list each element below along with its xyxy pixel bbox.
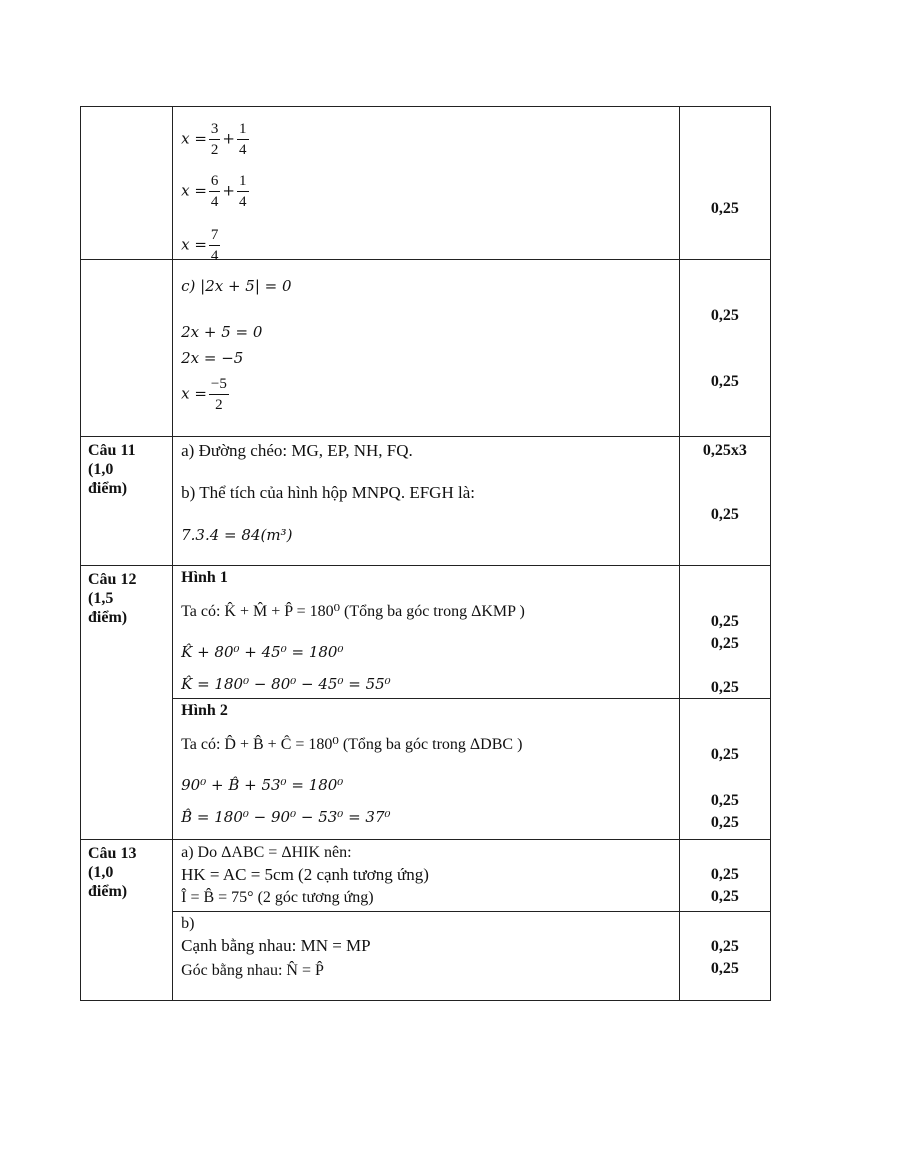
table-row — [81, 437, 771, 566]
score-cell — [679, 566, 770, 699]
score: 0,25 — [710, 307, 739, 324]
solution-line: K̂ = 180⁰ − 80⁰ − 45⁰ = 55⁰ — [181, 675, 391, 693]
score-cell — [679, 840, 770, 912]
score: 0,25 — [710, 960, 739, 977]
solution-line: Cạnh bằng nhau: MN = MP — [181, 936, 371, 955]
solution-cell — [173, 912, 680, 1001]
solution-line: 2x + 5 = 0 — [181, 323, 263, 341]
question-points: (1,0 — [88, 461, 114, 478]
figure-heading: Hình 2 — [181, 702, 228, 719]
solution-cell — [173, 699, 680, 840]
table-row — [81, 260, 771, 437]
score: 0,25 — [710, 938, 739, 955]
table-row — [81, 566, 771, 699]
solution-line: a) Đường chéo: MG, EP, NH, FQ. — [181, 441, 413, 460]
question-points: (1,5 — [88, 590, 114, 607]
table-row — [81, 699, 771, 840]
score-cell — [679, 260, 770, 437]
figure-heading: Hình 1 — [181, 569, 228, 586]
score: 0,25 — [710, 792, 739, 809]
solution-line: x = $\frac{6}{4}$ + $\frac{1}{4}$ — [181, 173, 247, 210]
solution-cell — [173, 566, 680, 699]
table-row — [81, 912, 771, 1001]
score: 0,25 — [710, 746, 739, 763]
score-cell — [679, 912, 770, 1001]
solution-line: K̂ + 80⁰ + 45⁰ = 180⁰ — [181, 643, 344, 661]
score: 0,25 — [710, 373, 739, 390]
question-points-unit: điểm) — [88, 480, 128, 497]
solution-line: HK = AC = 5cm (2 cạnh tương ứng) — [181, 865, 429, 884]
table-row — [81, 107, 771, 260]
solution-cell — [173, 107, 680, 264]
question-label-cell — [81, 260, 173, 437]
solution-line: x = $\frac{-5}{2}$ — [181, 376, 227, 413]
score: 0,25 — [710, 814, 739, 831]
question-number: Câu 12 — [88, 571, 137, 588]
score-cell — [679, 437, 770, 566]
score-cell — [679, 699, 770, 840]
question-label-cell — [81, 107, 173, 260]
question-points-unit: điểm) — [88, 883, 128, 900]
question-number: Câu 11 — [88, 442, 136, 459]
answer-key-table — [80, 106, 771, 1001]
question-label-cell — [81, 566, 173, 840]
solution-line: 90⁰ + B̂ + 53⁰ = 180⁰ — [181, 776, 344, 794]
score: 0,25 — [710, 888, 739, 905]
solution-cell — [173, 260, 680, 437]
solution-line: Î = B̂ = 75° (2 góc tương ứng) — [181, 889, 374, 906]
score: 0,25 — [710, 613, 739, 630]
solution-line: x = $\frac{3}{2}$ + $\frac{1}{4}$ — [181, 121, 247, 158]
score: 0,25 — [710, 679, 739, 696]
score-cell — [679, 107, 770, 260]
solution-line: 7.3.4 = 84(m³) — [181, 526, 293, 544]
question-label-cell — [81, 437, 173, 566]
question-number: Câu 13 — [88, 845, 137, 862]
score: 0,25 — [710, 866, 739, 883]
solution-line: a) Do ΔABC = ΔHIK nên: — [181, 844, 352, 861]
solution-line: Góc bằng nhau: N̂ = P̂ — [181, 962, 324, 979]
question-label-cell — [81, 840, 173, 1001]
score: 0,25x3 — [702, 442, 747, 459]
solution-line: 2x = −5 — [181, 349, 244, 367]
solution-line: c) |2x + 5| = 0 — [181, 277, 292, 295]
question-points: (1,0 — [88, 864, 114, 881]
solution-line: b) Thể tích của hình hộp MNPQ. EFGH là: — [181, 483, 475, 502]
score: 0,25 — [710, 506, 739, 523]
solution-cell — [173, 437, 680, 566]
question-points-unit: điểm) — [88, 609, 128, 626]
score: 0,25 — [710, 635, 739, 652]
table-row — [81, 840, 771, 912]
solution-line: B̂ = 180⁰ − 90⁰ − 53⁰ = 37⁰ — [181, 808, 391, 826]
solution-line: b) — [181, 915, 195, 932]
solution-line: x = $\frac{7}{4}$ — [181, 227, 219, 264]
solution-cell — [173, 840, 680, 912]
solution-line: Ta có: D̂ + B̂ + Ĉ = 180⁰ (Tổng ba góc trong ΔDBC ) — [181, 736, 523, 753]
score: 0,25 — [710, 200, 739, 217]
solution-line: Ta có: K̂ + M̂ + P̂ = 180⁰ (Tổng ba góc trong ΔKMP ) — [181, 603, 525, 620]
